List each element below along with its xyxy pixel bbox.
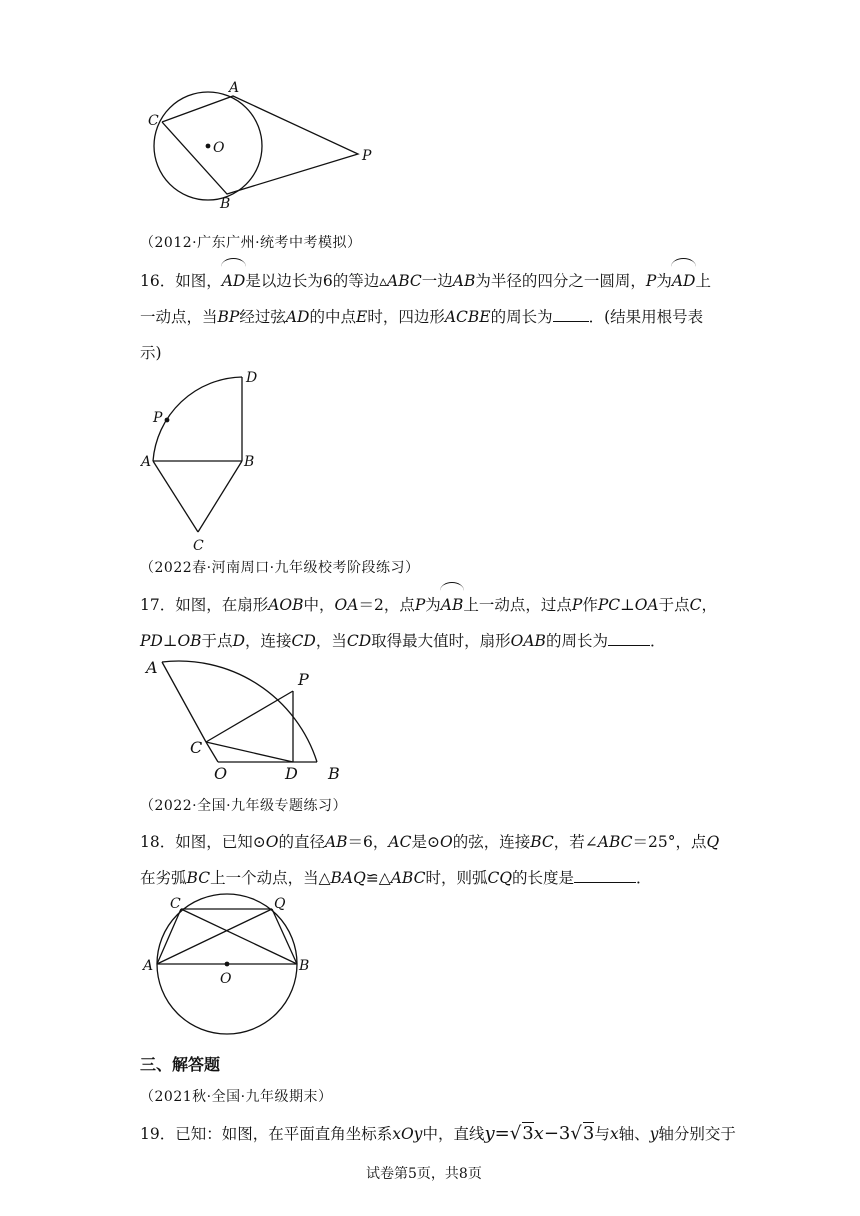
label-P: P [298, 670, 309, 689]
figure-q17 [140, 648, 360, 782]
q16-source: （2012·广东广州·统考中考模拟） [140, 235, 362, 251]
label-P: P [362, 148, 372, 164]
figure-q16 [140, 364, 280, 554]
q19-source: （2021秋·全国·九年级期末） [140, 1089, 333, 1105]
label-B: B [328, 764, 340, 782]
label-C: C [193, 538, 204, 554]
label-A: A [141, 454, 152, 470]
q19-text: 19．已知：如图，在平面直角坐标系xOy中，直线y=√3x−3√3与x轴、y轴分别交于 [140, 1123, 736, 1144]
q18-source: （2022·全国·九年级专题练习） [140, 798, 348, 814]
label-O: O [220, 971, 232, 987]
label-C: C [170, 896, 181, 912]
q17-text: 17．如图，在扇形AOB中，OA＝2，点P为AB上一动点，过点P作PC⊥OA于点C， PD⊥OB于点D，连接CD，当CD取得最大值时，扇形OAB的周长为 ． [140, 587, 720, 659]
q16-text: 16．如图，AD是以边长为6的等边▵ABC一边AB为半径的四分之一圆周，P为AD上 一动点，当BP经过弦AD的中点E时，四边形ACBE的周长为 ．(结果用根号表 示) [140, 263, 720, 371]
label-B: B [299, 958, 310, 974]
page-footer: 试卷第5页，共8页 [366, 1166, 482, 1182]
section-heading: 三、解答题 [140, 1055, 221, 1074]
label-C: C [148, 113, 159, 129]
q18-text: 18．如图，已知⊙O的直径AB＝6，AC是⊙O的弦，连接BC，若∠ABC＝25°，点Q 在劣弧BC上一个动点，当△BAQ≌△ABC时，则弧CQ的长度是 ． [140, 833, 720, 887]
label-A: A [143, 958, 154, 974]
figure-q15 [140, 74, 390, 214]
answer-blank [553, 305, 589, 322]
equation: y=√3x−3√3 [484, 1123, 595, 1144]
label-D: D [246, 370, 258, 386]
label-B: B [220, 196, 231, 212]
label-P: P [153, 410, 163, 426]
label-D: D [285, 764, 298, 782]
answer-blank [574, 866, 636, 883]
label-A: A [229, 80, 240, 96]
figure-q18 [140, 892, 330, 1038]
answer-blank [608, 629, 650, 646]
label-Q: Q [274, 896, 286, 912]
label-O: O [214, 764, 228, 782]
label-C: C [190, 738, 203, 757]
label-A: A [146, 658, 158, 677]
label-O: O [213, 140, 225, 156]
q17-source: （2022春·河南周口·九年级校考阶段练习） [140, 560, 420, 576]
label-B: B [244, 454, 255, 470]
